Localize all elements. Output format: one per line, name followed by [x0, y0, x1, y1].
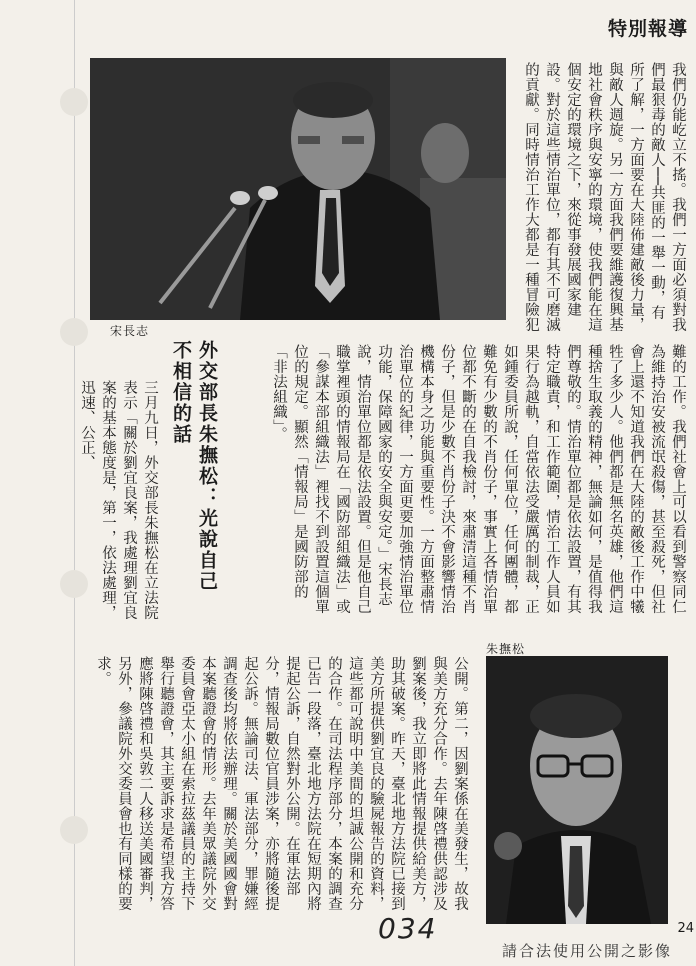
page-number: 24 [677, 921, 694, 936]
section-header: 特別報導 [607, 18, 688, 40]
headline-line-2: 光說自己不相信的話 [170, 340, 218, 592]
text-column-bottom: 公開。第二，因劉案係在美發生，故我與美方充分合作。去年陳啓禮供認涉及劉案後，我立即將此情報提供給美方，助其破案。昨天，臺北地方法院已接到美方所提供劉宜良的驗屍報告的資料，這些都可說明中美間的坦誠公開和充分的合作。在司法程序部分，本案的調查已告一段落，臺北地方法院在短期內將提起公訴，自然對外公開。在軍法部分，情報局數位官員涉案，亦將隨後提起公訴。無論司法、軍法部分，罪嫌經調查後均將依法辦理。關於美國國會對本案聽證會的情形。去年美眾議院外交委員會亞太小組在索拉茲議員的主持下舉行聽證會，其主要訴求是希望我方答應將陳啓禮和吳敦二人移送美國審判，另外，參議院外交委員會也有同樣的要求。 [95, 656, 468, 911]
headline-line-1: 外交部長朱撫松： [196, 340, 218, 508]
photo-caption-zhu: 朱撫松 [486, 642, 526, 656]
binder-hole [60, 570, 88, 598]
binder-hole [60, 816, 88, 844]
photo-caption-song: 宋長志 [110, 324, 150, 338]
usage-watermark: 請合法使用公開之影像 [501, 942, 672, 960]
photo-song-image [90, 58, 506, 320]
binder-hole [60, 318, 88, 346]
article-headline [168, 340, 220, 600]
photo-song-changzhi [90, 58, 506, 320]
photo-zhu-fusong [486, 656, 668, 924]
handwritten-archive-number: 034 [378, 912, 438, 945]
binder-hole [60, 88, 88, 116]
text-column-middle-right: 難的工作。我們社會上可以看到警察同仁為維持治安被流氓殺傷，甚至殺死，但社會上還不知道我們在大陸的敵後工作中犧牲了多少人。他們都是無名英雄，他們這種捨生取義的精神，無論如何，是值得我們尊敬的。情治單位都是依法設置，有其特定職責，和工作範圍，情治工作人員如果行為越軌，自當依法受嚴厲的制裁，正如鍾委員所說，任何單位，任何團體，都難免有少數的不肖份子，事實上各情治單位都不斷的在自我檢討，來肅清這種不肖份子，但是少數不肖份子決不會影響情治機構本身之功能與重要性。一方面整肅情治單位的紀律，一方面更要加強情治單位功能，保障國家的安全與安定。」宋長志說，情治單位都是依法設置。但是他自己職掌裡頭的情報局在「國防部組織法」或「參謀本部組織法」裡找不到設置這個單位的規定。顯然「情報局」是國防部的「非法組織」。 [271, 344, 686, 614]
text-column-middle-left: 三月九日，外交部長朱撫松在立法院表示「關於劉宜良案，我處理劉宜良案的基本態度是，第一，依法處理，迅速、公正、 [79, 380, 158, 620]
photo-zhu-image [486, 656, 668, 924]
text-column-top: 我們仍能屹立不搖。我們一方面必須對我們最狠毒的敵人──共匪的一舉一動，有所了解，一方面要在大陸佈建敵後力量，與敵人週旋。另一方面我們要維護復興基地社會秩序與安寧的環境，使我們能在這個安定的環境之下，來從事發展國家建設。對於這些情治單位，都有其不可磨滅的貢獻。同時情治工作大都是一種冒險犯 [523, 62, 686, 332]
